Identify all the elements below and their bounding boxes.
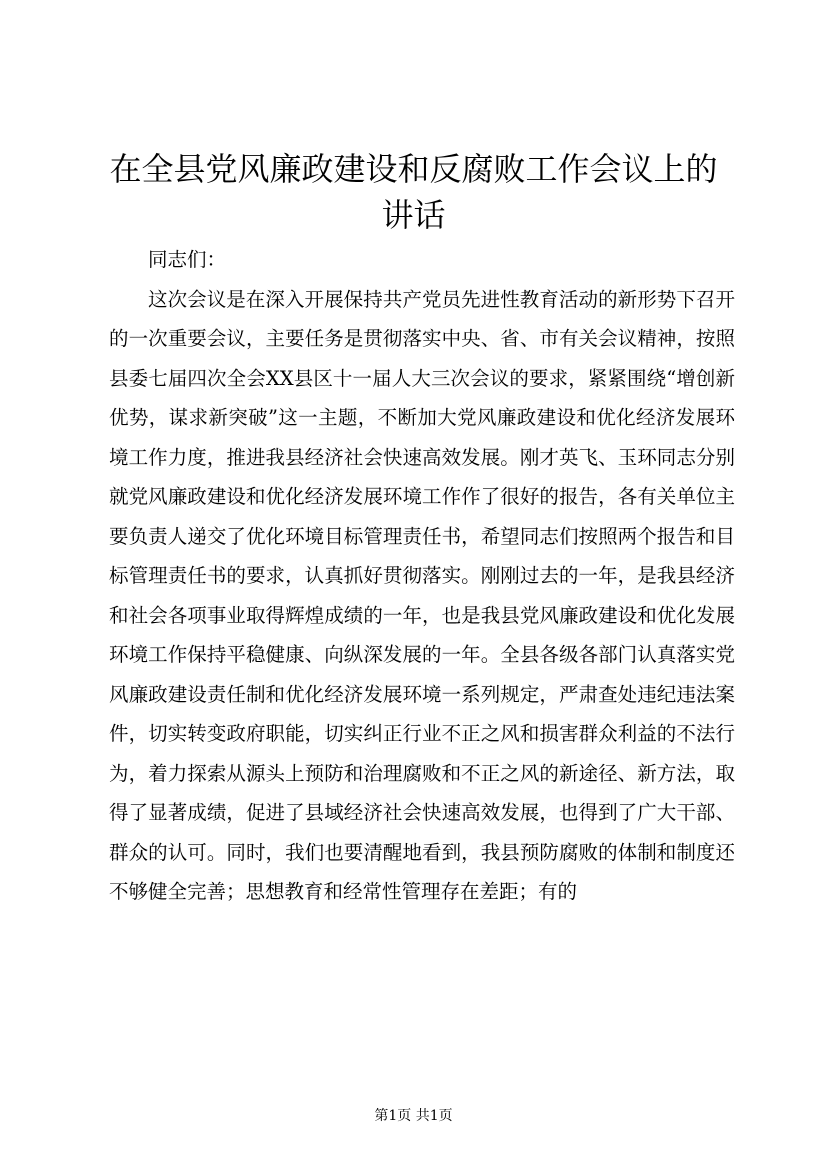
page-footer: 第1页 共1页 bbox=[374, 1108, 453, 1124]
body-paragraph: 这次会议是在深入开展保持共产党员先进性教育活动的新形势下召开的一次重要会议，主要任务是贯彻落实中央、省、市有关会议精神，按照县委七届四次全会XX县区十一届人大三次会议的要求，紧紧围绕“增创新优势，谋求新突破”这一主题，不断加大党风廉政建设和优化经济发展环境工作力度，推进我县经济社会快速高效发展。刚才英飞、玉环同志分别就党风廉政建设和优化经济发展环境工作作了很好的报告，各有关单位主要负责人递交了优化环境目标管理责任书，希望同志们按照两个报告和目标管理责任书的要求，认真抓好贯彻落实。刚刚过去的一年，是我县经济和社会各项事业取得辉煌成绩的一年，也是我县党风廉政建设和优化发展环境工作保持平稳健康、向纵深发展的一年。全县各级各部门认真落实党风廉政建设责任制和优化经济发展环境一系列规定，严肃查处违纪违法案件，切实转变政府职能，切实纠正行业不正之风和损害群众利益的不法行为，着力探索从源头上预防和治理腐败和不正之风的新途径、新方法，取得了显著成绩，促进了县域经济社会快速高效发展，也得到了广大干部、群众的认可。同时，我们也要清醒地看到，我县预防腐败的体制和制度还不够健全完善；思想教育和经常性管理存在差距；有的 bbox=[109, 287, 735, 903]
document-title: 在全县党风廉政建设和反腐败工作会议上的讲话 bbox=[109, 150, 718, 234]
salutation: 同志们： bbox=[148, 248, 227, 271]
document-body bbox=[109, 240, 735, 912]
